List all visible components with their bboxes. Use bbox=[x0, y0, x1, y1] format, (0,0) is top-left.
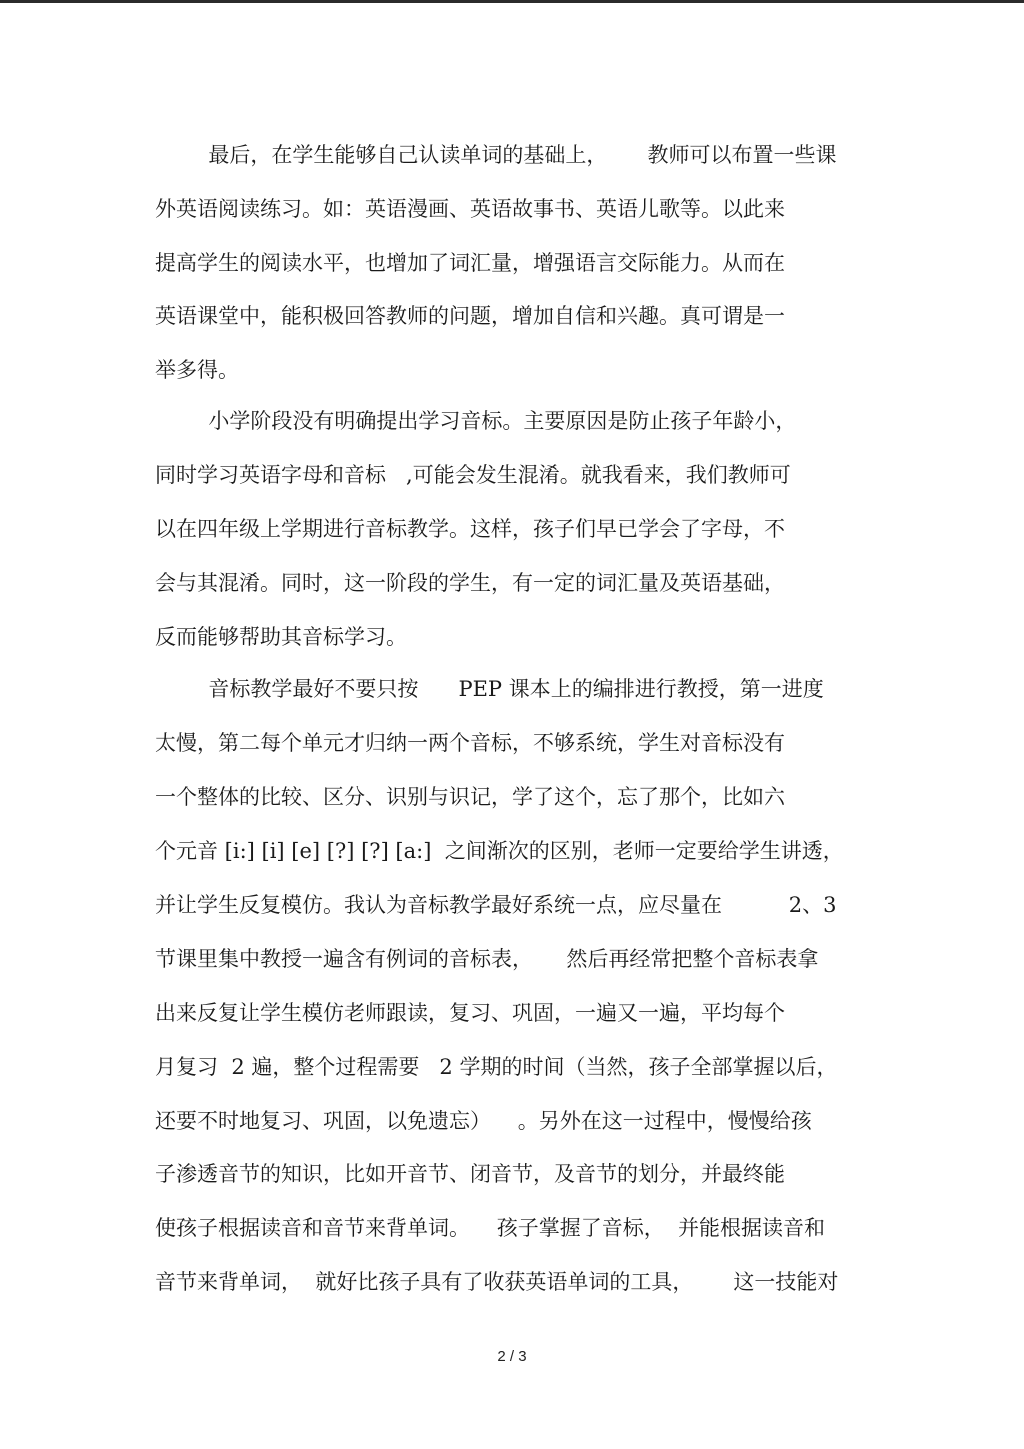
text-line: 举多得。 bbox=[155, 358, 239, 382]
text-line: 并让学生反复模仿。我认为音标教学最好系统一点，应尽量在 2、3 bbox=[155, 893, 837, 917]
text-line: 太慢，第二每个单元才归纳一两个音标，不够系统，学生对音标没有 bbox=[155, 731, 785, 755]
text-line: 使孩子根据读音和音节来背单词。 孩子掌握了音标， 并能根据读音和 bbox=[155, 1216, 826, 1240]
text-line: 最后，在学生能够自己认读单词的基础上， 教师可以布置一些课 bbox=[155, 143, 837, 167]
text-line: 同时学习英语字母和音标 ,可能会发生混淆。就我看来，我们教师可 bbox=[155, 463, 791, 487]
text-line: 提高学生的阅读水平，也增加了词汇量，增强语言交际能力。从而在 bbox=[155, 251, 785, 275]
text-line: 外英语阅读练习。如：英语漫画、英语故事书、英语儿歌等。以此来 bbox=[155, 197, 785, 221]
text-line: 还要不时地复习、巩固，以免遗忘） 。另外在这一过程中，慢慢给孩 bbox=[155, 1109, 812, 1133]
text-line: 音节来背单词， 就好比孩子具有了收获英语单词的工具， 这一技能对 bbox=[155, 1270, 839, 1294]
text-line: 小学阶段没有明确提出学习音标。主要原因是防止孩子年龄小， bbox=[155, 409, 797, 433]
text-line: 个元音 [i:] [i] [e] [?] [?] [a:] 之间渐次的区别，老师一定要给学生讲透， bbox=[155, 839, 844, 863]
text-line: 子渗透音节的知识，比如开音节、闭音节，及音节的划分，并最终能 bbox=[155, 1162, 785, 1186]
text-line: 一个整体的比较、区分、识别与识记，学了这个，忘了那个，比如六 bbox=[155, 785, 785, 809]
text-line: 以在四年级上学期进行音标教学。这样，孩子们早已学会了字母，不 bbox=[155, 517, 785, 541]
page-number: 2 / 3 bbox=[497, 1348, 527, 1365]
text-line: 音标教学最好不要只按 PEP 课本上的编排进行教授，第一进度 bbox=[155, 677, 824, 701]
text-line: 反而能够帮助其音标学习。 bbox=[155, 625, 407, 649]
top-border bbox=[0, 0, 1024, 3]
text-line: 节课里集中教授一遍含有例词的音标表， 然后再经常把整个音标表拿 bbox=[155, 947, 819, 971]
text-line: 会与其混淆。同时，这一阶段的学生，有一定的词汇量及英语基础， bbox=[155, 571, 785, 595]
text-line: 月复习 2 遍，整个过程需要 2 学期的时间（当然，孩子全部掌握以后， bbox=[155, 1055, 838, 1079]
text-line: 英语课堂中，能积极回答教师的问题，增加自信和兴趣。真可谓是一 bbox=[155, 304, 785, 328]
text-line: 出来反复让学生模仿老师跟读，复习、巩固，一遍又一遍，平均每个 bbox=[155, 1001, 785, 1025]
